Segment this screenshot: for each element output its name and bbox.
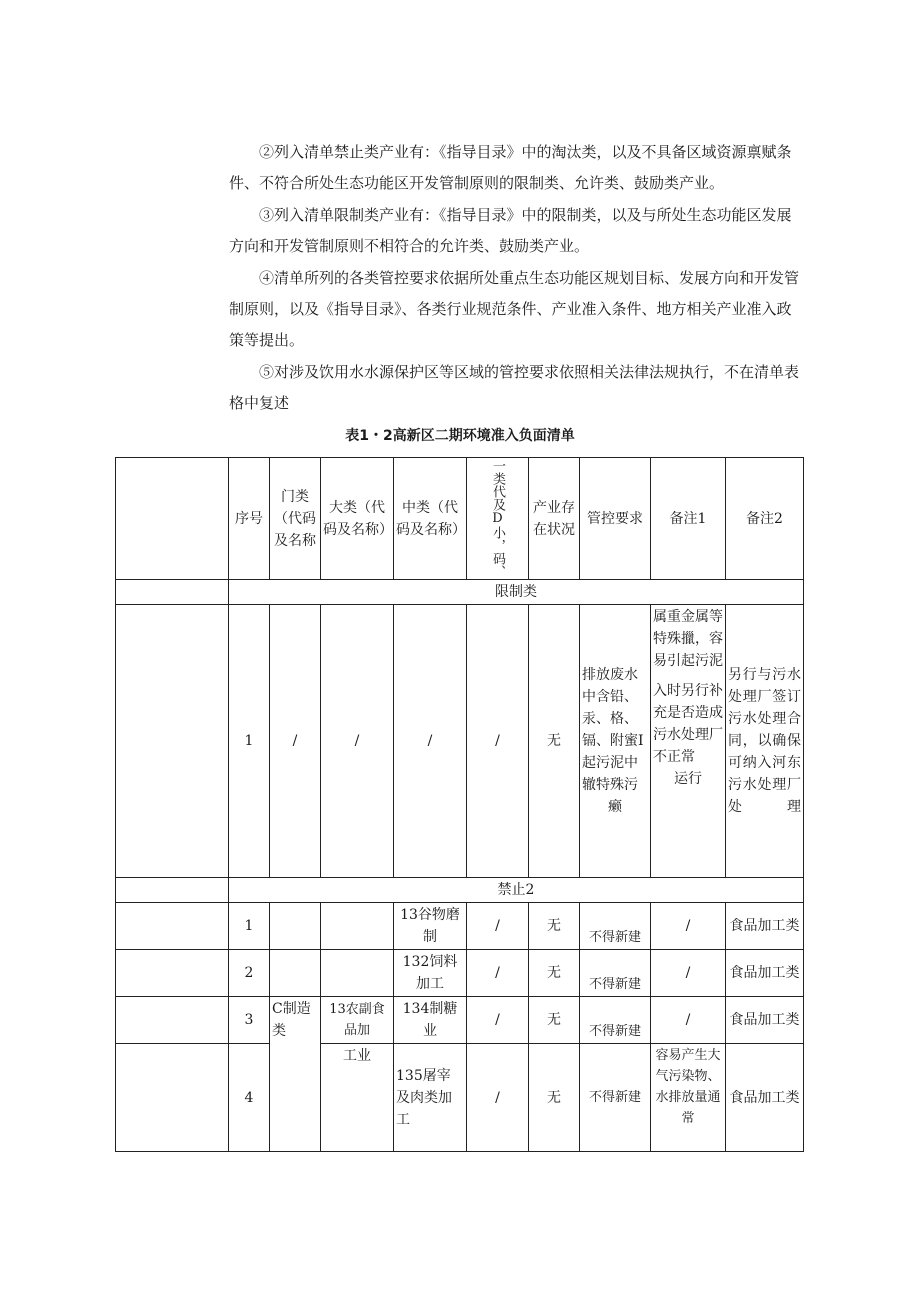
paragraph-3: ③列入清单限制类产业有：《指导目录》中的限制类，以及与所处生态功能区发展方向和开发管制原则不相符合的允许类、鼓励类产业。 [229, 206, 792, 255]
header-men: 门类（代码及名称 [270, 458, 321, 580]
ban-da-bottom: 工业 [321, 1044, 394, 1152]
ban-seq: 1 [229, 903, 270, 950]
restrict-seq: 1 [229, 605, 270, 878]
ban-status: 无 [529, 1044, 580, 1152]
ban-da-top: 13农副食品加 [321, 997, 394, 1044]
ban-xiao: / [467, 950, 529, 997]
ban-zhong: 13谷物磨制 [394, 903, 467, 950]
restrict-men: / [270, 605, 321, 878]
ban-req: 不得新建 [580, 1044, 651, 1152]
ban-status: 无 [529, 950, 580, 997]
ban-row [116, 997, 804, 1044]
restrict-status: 无 [529, 605, 580, 878]
restrict-zhong: / [394, 605, 467, 878]
header-status: 产业存在状况 [529, 458, 580, 580]
header-da: 大类（代码及名称） [321, 458, 394, 580]
negative-list-table [115, 457, 804, 1152]
ban-note1: 容易产生大气污染物、水排放量通常 [651, 1044, 726, 1152]
ban-seq: 2 [229, 950, 270, 997]
ban-zhong: 132饲料加工 [394, 950, 467, 997]
ban-status: 无 [529, 997, 580, 1044]
table-caption: 表1・2高新区二期环境准入负面清单 [345, 428, 575, 444]
section-row-ban [116, 878, 804, 903]
ban-note2: 食品加工类 [726, 1044, 804, 1152]
restrict-req-text: 排放废水中含铅、汞、格、镉、附蜜I起污泥中辙特殊污 [582, 667, 644, 793]
ban-row [116, 950, 804, 997]
paragraph-2: ②列入清单禁止类产业有：《指导目录》中的淘汰类，以及不具备区域资源禀赋条件、不符合所处生态功能区开发管制原则的限制类、允许类、鼓励类产业。 [229, 143, 792, 192]
ban-da [321, 903, 394, 950]
blank-cell [116, 605, 229, 878]
ban-note1: / [651, 950, 726, 997]
ban-status: 无 [529, 903, 580, 950]
paragraph-5: ⑤对涉及饮用水水源保护区等区域的管控要求依照相关法律法规执行，不在清单表格中复述 [229, 363, 800, 412]
header-note2: 备注2 [726, 458, 804, 580]
header-zhong: 中类（代码及名称） [394, 458, 467, 580]
section-label-ban: 禁止2 [229, 878, 804, 903]
ban-zhong: 135屠宰及肉类加工 [394, 1044, 467, 1152]
ban-note2: 食品加工类 [726, 903, 804, 950]
ban-req: 不得新建 [580, 997, 651, 1044]
blank-cell [116, 580, 229, 605]
ban-req: 不得新建 [580, 950, 651, 997]
blank-cell [116, 878, 229, 903]
ban-req: 不得新建 [580, 903, 651, 950]
ban-seq: 4 [229, 1044, 270, 1152]
ban-xiao: / [467, 997, 529, 1044]
restrict-note2: 另行与污水处理厂签订污水处理合同，以确保可纳入河东污水处理厂处理 [726, 605, 804, 878]
header-note1: 备注1 [651, 458, 726, 580]
section-label-restrict: 限制类 [229, 580, 804, 605]
section-row-restrict [116, 580, 804, 605]
ban-note2: 食品加工类 [726, 997, 804, 1044]
blank-cell [116, 458, 229, 580]
header-xiao [467, 458, 529, 580]
blank-cell [116, 997, 229, 1044]
header-req: 管控要求 [580, 458, 651, 580]
blank-cell [116, 1044, 229, 1152]
restrict-da: / [321, 605, 394, 878]
blank-cell [116, 950, 229, 997]
ban-note2: 食品加工类 [726, 950, 804, 997]
ban-men [270, 903, 321, 950]
ban-da [321, 950, 394, 997]
ban-row [116, 903, 804, 950]
ban-row [116, 1044, 804, 1152]
blank-cell [116, 903, 229, 950]
ban-note1: / [651, 997, 726, 1044]
ban-xiao: / [467, 1044, 529, 1152]
ban-zhong: 134制糖业 [394, 997, 467, 1044]
restrict-note1-mid: 入时另行补充是否造成污水处理厂不正常 [653, 683, 723, 765]
ban-note1: / [651, 903, 726, 950]
ban-xiao: / [467, 903, 529, 950]
restrict-row [116, 605, 804, 878]
restrict-note1-tail: 运行 [674, 771, 702, 787]
header-row [116, 458, 804, 580]
header-xiao-text: 一类代及D小，码、 [490, 459, 505, 578]
header-seq: 序号 [229, 458, 270, 580]
ban-men [270, 950, 321, 997]
restrict-note1-top: 属重金属等特殊擸，容易引起污泥 [653, 609, 723, 669]
restrict-req-tail: 癞 [608, 799, 622, 815]
paragraph-4: ④清单所列的各类管控要求依据所处重点生态功能区规划目标、发展方向和开发管制原则，以及《指导目录》、各类行业规范条件、产业准入条件、地方相关产业准入政策等提出。 [229, 269, 800, 349]
ban-seq: 3 [229, 997, 270, 1044]
restrict-req [580, 605, 651, 878]
restrict-note1 [651, 605, 726, 878]
restrict-xiao: / [467, 605, 529, 878]
ban-men-merged: C制造类 [270, 997, 321, 1152]
